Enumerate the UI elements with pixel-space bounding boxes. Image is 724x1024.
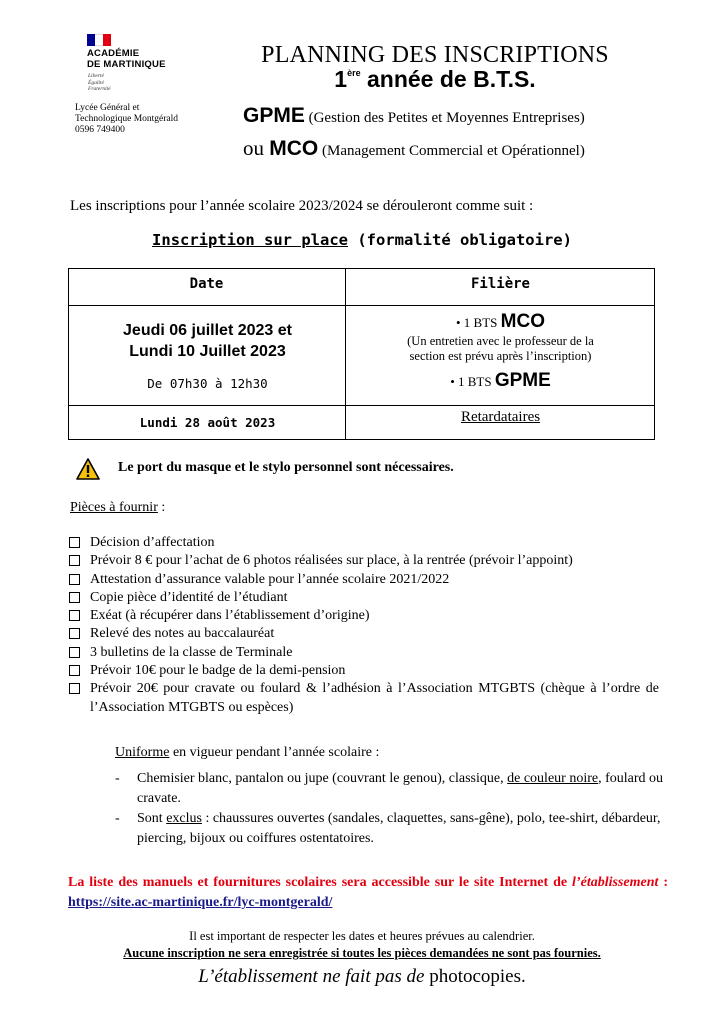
note-line1: (Un entretien avec le professeur de la xyxy=(407,334,594,348)
list-item xyxy=(69,680,659,717)
list-item xyxy=(115,809,675,849)
footer-photocopies xyxy=(0,966,724,988)
piece-label: Prévoir 20€ pour cravate ou foulard & l’adhésion à l’Association MTGBTS (chèque à l’ordre de l’Association MTGBTS ou espèces) xyxy=(90,681,659,715)
subtitle-rest: (formalité obligatoire) xyxy=(348,231,572,249)
uniform-title-underlined: Uniforme xyxy=(115,745,170,760)
uniform-item-1 xyxy=(137,769,675,809)
dash-bullet: - xyxy=(115,811,120,826)
republic-motto xyxy=(88,73,111,93)
motto-fraternite: Fraternité xyxy=(88,86,111,92)
date-line2: Lundi 10 Juillet 2023 xyxy=(129,343,286,360)
uniform-item1-a: Chemisier blanc, pantalon ou jupe (couvrant le genou), classique, xyxy=(137,771,508,786)
list-item xyxy=(69,662,659,680)
intro-text: Les inscriptions pour l’année scolaire 2023/2024 se dérouleront comme suit : xyxy=(70,198,534,214)
checkbox[interactable] xyxy=(69,592,80,603)
footer-italic: L’établissement ne fait pas de xyxy=(198,966,425,987)
school-phone: 0596 749400 xyxy=(75,125,125,135)
checkbox[interactable] xyxy=(69,555,80,566)
checkbox[interactable] xyxy=(69,647,80,658)
piece-label: Copie pièce d’identité de l’étudiant xyxy=(90,589,288,605)
year-number: 1 xyxy=(334,66,348,92)
checkbox[interactable] xyxy=(69,683,80,694)
list-item xyxy=(69,607,659,625)
list-item xyxy=(69,625,659,643)
pieces-title-colon: : xyxy=(157,500,166,515)
notice-text1: La liste des manuels et fournitures scolaires sera accessible sur le site Internet de xyxy=(68,875,573,890)
footer-warning: Aucune inscription ne sera enregistrée si toutes les pièces demandées ne sont pas fournies. xyxy=(123,946,601,960)
piece-label: Prévoir 8 € pour l’achat de 6 photos réalisées sur place, à la rentrée (prévoir l’appoint) xyxy=(90,553,573,569)
bts-prefix-1: • 1 BTS xyxy=(456,315,501,330)
year-title xyxy=(200,66,670,93)
footer-rest: photocopies. xyxy=(424,966,526,987)
date-line1: Jeudi 06 juillet 2023 et xyxy=(123,322,292,339)
piece-label: 3 bulletins de la classe de Terminale xyxy=(90,644,293,660)
gpme-abbr: GPME xyxy=(243,104,305,127)
page-title: PLANNING DES INSCRIPTIONS xyxy=(261,42,609,68)
gpme-title xyxy=(243,104,585,128)
mco-full: (Management Commercial et Opérationnel) xyxy=(318,143,585,159)
table-row-divider xyxy=(68,405,655,406)
academie-logo xyxy=(87,48,166,70)
bts-mco: MCO xyxy=(500,311,545,332)
piece-label: Décision d’affectation xyxy=(90,535,215,550)
filiere-gpme xyxy=(346,370,655,392)
main-dates xyxy=(70,320,345,362)
bts-prefix-2: • 1 BTS xyxy=(450,374,495,389)
pieces-title xyxy=(70,500,165,516)
marianne-flag-icon xyxy=(87,34,111,46)
school-name-line2: Technologique Montgérald xyxy=(75,114,179,124)
table-header-divider xyxy=(68,305,655,306)
notice-text2: l’établissement xyxy=(572,875,659,890)
uniform-title-rest: en vigueur pendant l’année scolaire : xyxy=(169,745,380,760)
piece-label: Prévoir 10€ pour le badge de la demi-pension xyxy=(90,663,346,679)
list-item xyxy=(69,589,659,607)
list-item xyxy=(69,644,659,662)
late-label: Retardataires xyxy=(460,409,541,425)
list-item xyxy=(69,534,659,552)
uniform-item2-underlined: exclus xyxy=(166,811,202,826)
gpme-full: (Gestion des Petites et Moyennes Entreprises) xyxy=(304,110,585,126)
uniform-item1-b: , foulard ou cravate. xyxy=(137,771,664,806)
checkbox[interactable] xyxy=(69,610,80,621)
pieces-checklist xyxy=(69,534,659,717)
piece-label: Attestation d’assurance valable pour l’année scolaire 2021/2022 xyxy=(90,571,450,587)
uniform-item1-underlined: de couleur noire xyxy=(507,771,599,786)
list-item xyxy=(69,552,659,570)
mco-abbr: MCO xyxy=(269,137,319,160)
footer-note: Il est important de respecter les dates et heures prévues au calendrier. xyxy=(189,929,535,943)
mco-prefix: ou xyxy=(243,136,270,160)
table-header-filiere: Filière xyxy=(470,276,530,292)
year-superscript: ère xyxy=(347,68,361,78)
school-website-link[interactable]: https://site.ac-martinique.fr/lyc-montgerald/ xyxy=(68,895,333,910)
year-rest: année de B.T.S. xyxy=(360,66,536,92)
uniform-title xyxy=(115,745,379,761)
list-item xyxy=(69,571,659,589)
notice-text3: : xyxy=(658,875,668,890)
checkbox[interactable] xyxy=(69,628,80,639)
dash-bullet: - xyxy=(115,771,120,786)
mco-title xyxy=(243,136,585,161)
subtitle-underlined: Inscription sur place xyxy=(152,231,348,249)
interview-note xyxy=(346,334,655,364)
warning-icon xyxy=(76,458,100,480)
table-header-date: Date xyxy=(189,276,224,292)
late-date: Lundi 28 août 2023 xyxy=(139,415,276,430)
uniform-item2-a: Sont xyxy=(137,811,167,826)
pieces-title-underlined: Pièces à fournir xyxy=(70,500,158,515)
uniform-item-2 xyxy=(137,809,675,849)
bts-gpme: GPME xyxy=(494,370,551,391)
list-item xyxy=(115,769,675,809)
checkbox[interactable] xyxy=(69,665,80,676)
piece-label: Exéat (à récupérer dans l’établissement d’origine) xyxy=(90,608,370,624)
school-info xyxy=(75,103,178,136)
warning-text: Le port du masque et le stylo personnel sont nécessaires. xyxy=(118,460,454,475)
academie-line2: DE MARTINIQUE xyxy=(87,59,166,70)
motto-liberte: Liberté xyxy=(88,73,104,79)
checkbox[interactable] xyxy=(69,574,80,585)
school-name-line1: Lycée Général et xyxy=(75,103,140,113)
piece-label: Relevé des notes au baccalauréat xyxy=(90,626,275,642)
note-line2: section est prévu après l’inscription) xyxy=(409,349,592,363)
checkbox[interactable] xyxy=(69,537,80,548)
manuals-notice xyxy=(68,873,668,913)
filiere-mco xyxy=(346,311,655,333)
motto-egalite: Égalité xyxy=(88,79,104,86)
hours-text: De 07h30 à 12h30 xyxy=(147,376,268,391)
uniform-item2-b: : chaussures ouvertes (sandales, claquettes, sans-gêne), polo, tee-shirt, débardeur, piercing, bijoux ou coiffures ostentatoires. xyxy=(137,811,661,846)
academie-line1: ACADÉMIE xyxy=(87,48,140,59)
uniform-list xyxy=(115,769,675,849)
section-subtitle xyxy=(0,231,724,249)
